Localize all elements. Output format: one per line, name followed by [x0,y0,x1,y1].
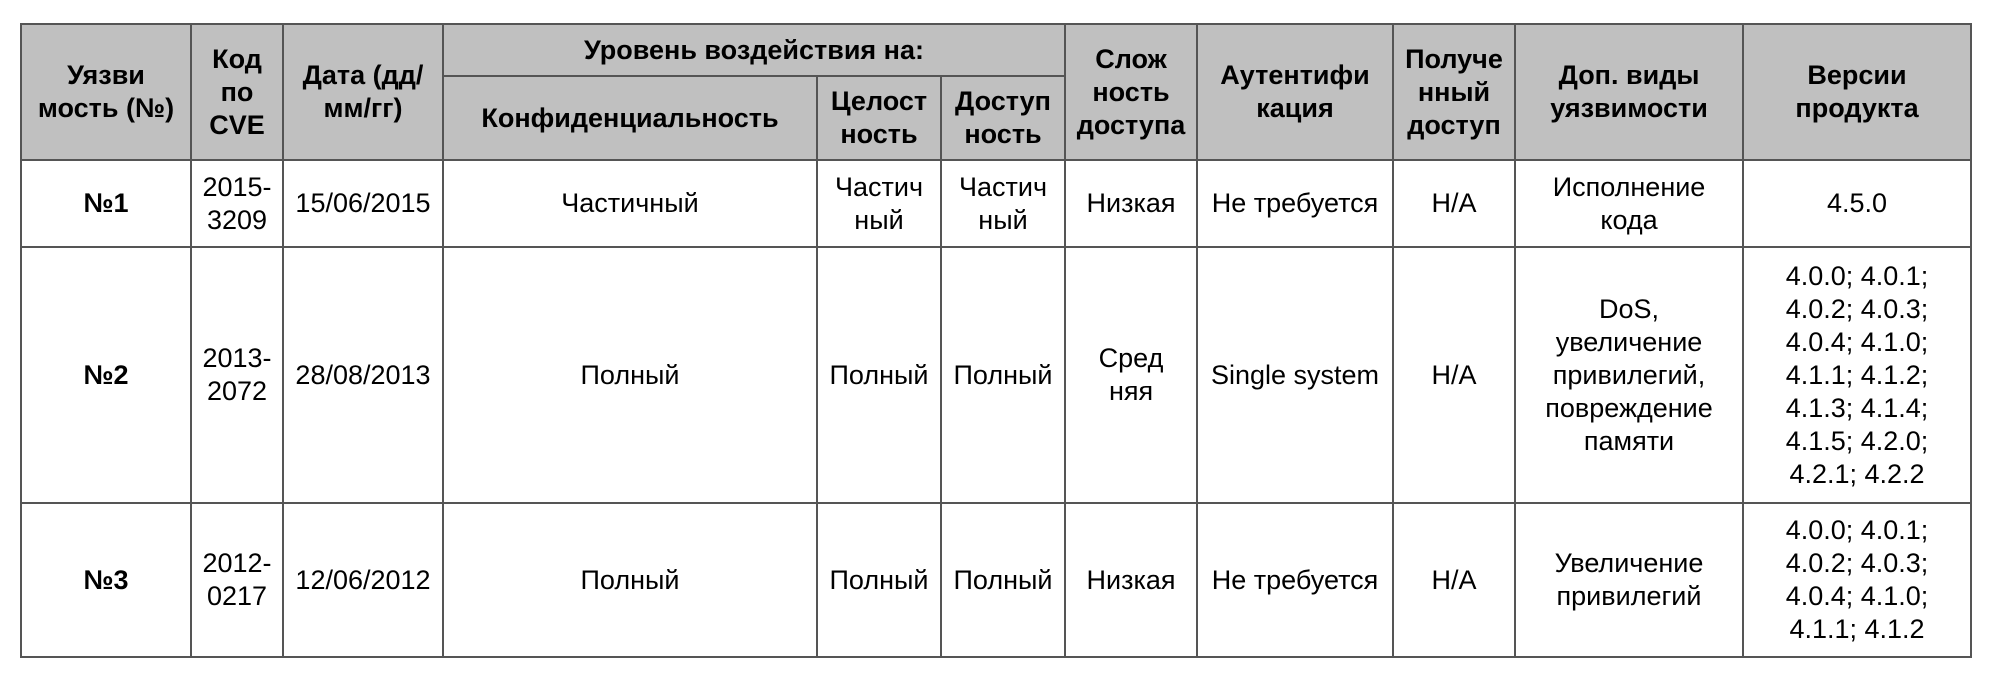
header-cve: Код по CVE [191,24,283,160]
header-row [21,24,1971,76]
header-integrity: Целост ность [817,76,941,160]
cell-confidentiality: Полный [443,503,817,657]
header-versions: Версии продукта [1743,24,1971,160]
cell-confidentiality: Частичный [443,160,817,247]
table-row [21,160,1971,247]
header-vuln-no: Уязви мость (№) [21,24,191,160]
cell-complexity: Сред няя [1065,247,1197,503]
cell-extra-types: Увеличение привилегий [1515,503,1743,657]
cell-versions: 4.0.0; 4.0.1; 4.0.2; 4.0.3; 4.0.4; 4.1.0; 4.1.1; 4.1.2 [1743,503,1971,657]
cell-extra-types: Исполнение кода [1515,160,1743,247]
cell-vuln-no: №1 [21,160,191,247]
cell-date: 15/06/2015 [283,160,443,247]
cell-vuln-no: №3 [21,503,191,657]
cell-extra-types: DoS, увеличение привилегий, повреждение памяти [1515,247,1743,503]
header-authentication: Аутентифи кация [1197,24,1393,160]
cell-access-gained: Н/А [1393,247,1515,503]
table-row [21,247,1971,503]
cell-integrity: Полный [817,503,941,657]
cell-authentication: Single system [1197,247,1393,503]
header-confidentiality: Конфиденциальность [443,76,817,160]
cell-authentication: Не требуется [1197,503,1393,657]
header-access-gained: Получе нный доступ [1393,24,1515,160]
cell-integrity: Полный [817,247,941,503]
cell-availability: Частич ный [941,160,1065,247]
header-availability: Доступ ность [941,76,1065,160]
cell-date: 12/06/2012 [283,503,443,657]
cell-versions: 4.5.0 [1743,160,1971,247]
cell-date: 28/08/2013 [283,247,443,503]
cell-vuln-no: №2 [21,247,191,503]
header-date: Дата (дд/ мм/гг) [283,24,443,160]
cell-availability: Полный [941,247,1065,503]
cell-access-gained: Н/А [1393,503,1515,657]
cell-authentication: Не требуется [1197,160,1393,247]
cell-versions: 4.0.0; 4.0.1; 4.0.2; 4.0.3; 4.0.4; 4.1.0; 4.1.1; 4.1.2; 4.1.3; 4.1.4; 4.1.5; 4.2.0; 4.2.1; 4.2.2 [1743,247,1971,503]
cell-availability: Полный [941,503,1065,657]
table-container [20,23,1972,658]
cell-complexity: Низкая [1065,160,1197,247]
cell-cve: 2012- 0217 [191,503,283,657]
cell-integrity: Частич ный [817,160,941,247]
cell-confidentiality: Полный [443,247,817,503]
header-complexity: Слож ность доступа [1065,24,1197,160]
cell-access-gained: Н/А [1393,160,1515,247]
header-extra-types: Доп. виды уязвимости [1515,24,1743,160]
vulnerability-table [20,23,1972,658]
cell-cve: 2015- 3209 [191,160,283,247]
table-row [21,503,1971,657]
cell-complexity: Низкая [1065,503,1197,657]
header-impact-group: Уровень воздействия на: [443,24,1065,76]
cell-cve: 2013- 2072 [191,247,283,503]
